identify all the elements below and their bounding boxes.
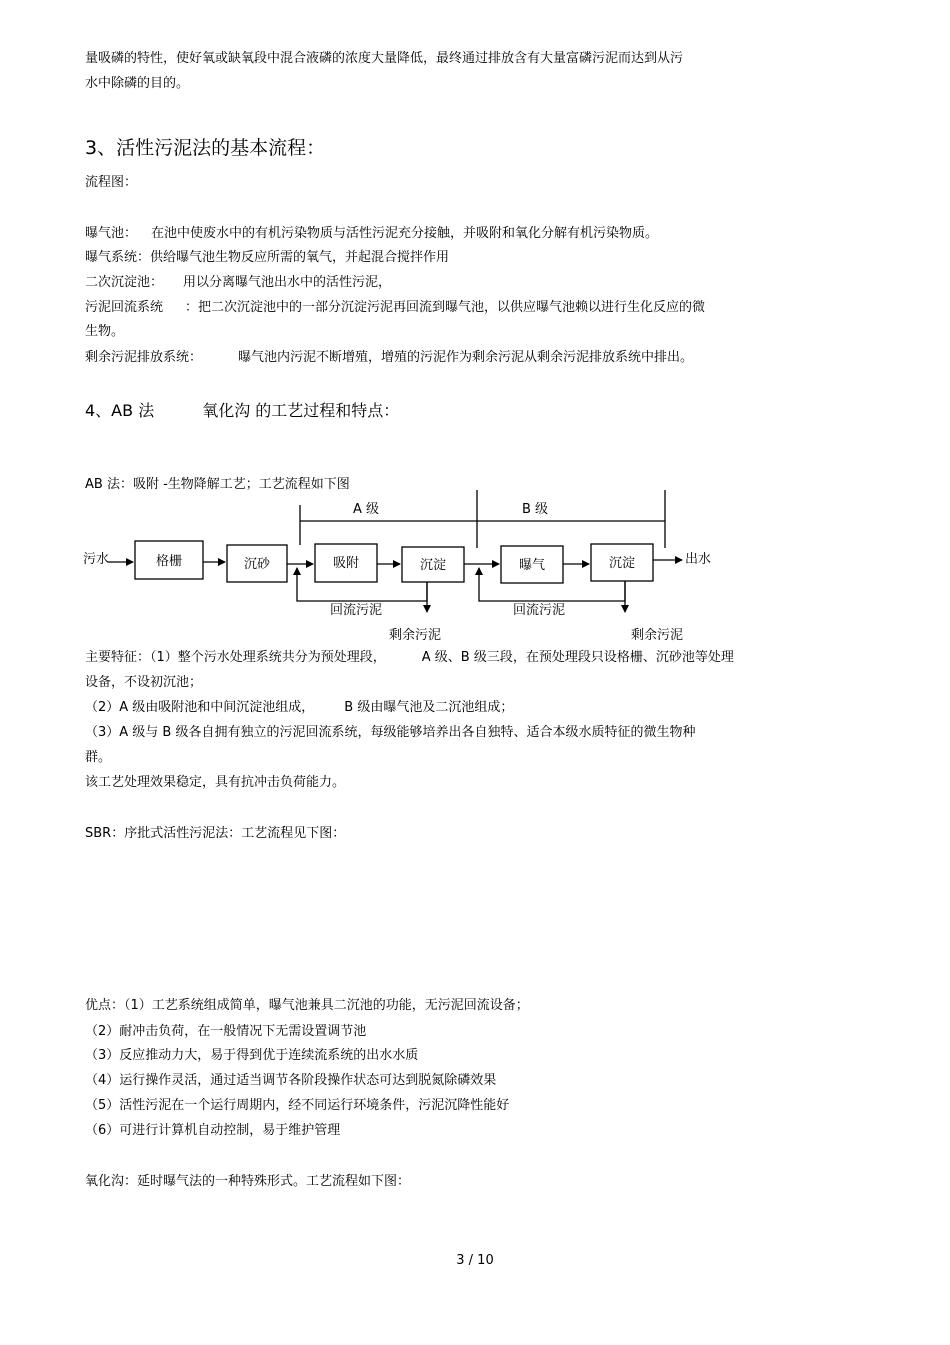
- sbr-advantage-4: （4）运行操作灵活，通过适当调节各阶段操作状态可达到脱氮除磷效果: [85, 1073, 497, 1088]
- desc: 在池中使废水中的有机污染物质与活性污泥充分接触，并吸附和氧化分解有机污染物质。: [151, 226, 659, 241]
- box-label-adsorption: 吸附: [332, 556, 360, 571]
- feature-1a: 主要特征：（1）整个污水处理系统共分为预处理段，: [85, 650, 386, 665]
- feature-1b: A 级、B 级三段，在预处理段只设格栅、沉砂池等处理: [421, 650, 734, 665]
- excess-label-a: 剩余污泥: [389, 628, 442, 643]
- sbr-advantage-1: 优点：（1）工艺系统组成简单，曝气池兼具二沉池的功能，无污泥回流设备；: [85, 998, 529, 1013]
- sbr-advantage-5: （5）活性污泥在一个运行周期内，经不同运行环境条件，污泥沉降性能好: [85, 1098, 510, 1113]
- box-label-settling-b: 沉淀: [608, 556, 636, 571]
- inlet-label: 污水: [83, 552, 110, 567]
- outlet-label: 出水: [685, 552, 712, 567]
- stage-a-label: A 级: [353, 502, 380, 517]
- box-label-screen: 格栅: [155, 554, 183, 569]
- intro-line-1: 量吸磷的特性，使好氧或缺氧段中混合液磷的浓度大量降低，最终通过排放含有大量富磷污泥而达到从污: [85, 51, 684, 66]
- feature-3b: B 级由曝气池及二沉池组成；: [344, 700, 514, 715]
- feature-line-6: 该工艺处理效果稳定，具有抗冲击负荷能力。: [85, 775, 346, 790]
- sbr-advantage-6: （6）可进行计算机自动控制，易于维护管理: [85, 1123, 341, 1138]
- desc: 曝气池内污泥不断增殖，增殖的污泥作为剩余污泥从剩余污泥排放系统中排出。: [238, 350, 694, 365]
- term: 曝气池：: [85, 226, 138, 241]
- intro-line-2: 水中除磷的目的。: [85, 76, 190, 91]
- desc: 供给曝气池生物反应所需的氧气，并起混合搅拌作用: [150, 250, 450, 265]
- sbr-advantage-2: （2）耐冲击负荷，在一般情况下无需设置调节池: [85, 1024, 367, 1039]
- heading-oxidation-ditch: 氧化沟 的工艺过程和特点：: [202, 401, 400, 420]
- feature-line-1: [85, 650, 734, 666]
- page-number: 3 / 10: [456, 1253, 494, 1268]
- desc: ：把二次沉淀池中的一部分沉淀污泥再回流到曝气池，以供应曝气池赖以进行生化反应的微: [185, 300, 706, 315]
- term: 污泥回流系统: [85, 300, 164, 315]
- box-label-grit: 沉砂: [243, 557, 271, 572]
- term: 曝气系统：: [85, 250, 151, 265]
- box-label-settling-a: 沉淀: [419, 558, 447, 573]
- feature-3a: （2）A 级由吸附池和中间沉淀池组成，: [85, 700, 315, 715]
- excess-label-b: 剩余污泥: [631, 628, 684, 643]
- definition-sludge-return-cont: 生物。: [85, 324, 125, 339]
- term: 二次沉淀池：: [85, 275, 164, 290]
- heading-ab: 4、AB 法: [85, 401, 155, 420]
- oxidation-ditch-intro: 氧化沟：延时曝气法的一种特殊形式。工艺流程如下图：: [85, 1174, 411, 1189]
- feature-line-2: 设备，不设初沉池；: [85, 675, 203, 690]
- return-loop-a: [297, 568, 427, 601]
- feature-line-4: （3）A 级与 B 级各自拥有独立的污泥回流系统，每级能够培养出各自独特、适合本级水质特征的微生物种: [85, 725, 696, 740]
- return-label-a: 回流污泥: [330, 603, 383, 618]
- term: 剩余污泥排放系统：: [85, 350, 203, 365]
- desc: 用以分离曝气池出水中的活性污泥，: [183, 275, 392, 290]
- sbr-intro: SBR：序批式活性污泥法：工艺流程见下图：: [85, 826, 346, 841]
- ab-process-diagram: [0, 0, 950, 660]
- flow-chart-label: 流程图：: [85, 175, 138, 190]
- feature-line-5: 群。: [85, 750, 112, 765]
- return-label-b: 回流污泥: [513, 603, 566, 618]
- box-label-aeration: 曝气: [518, 558, 546, 573]
- stage-b-label: B 级: [522, 502, 549, 517]
- feature-line-3: [85, 700, 513, 716]
- ab-intro: AB 法：吸附 -生物降解工艺；工艺流程如下图: [85, 477, 350, 492]
- sbr-advantage-3: （3）反应推动力大，易于得到优于连续流系统的出水水质: [85, 1048, 419, 1063]
- section3-heading: 3、活性污泥法的基本流程：: [85, 137, 326, 159]
